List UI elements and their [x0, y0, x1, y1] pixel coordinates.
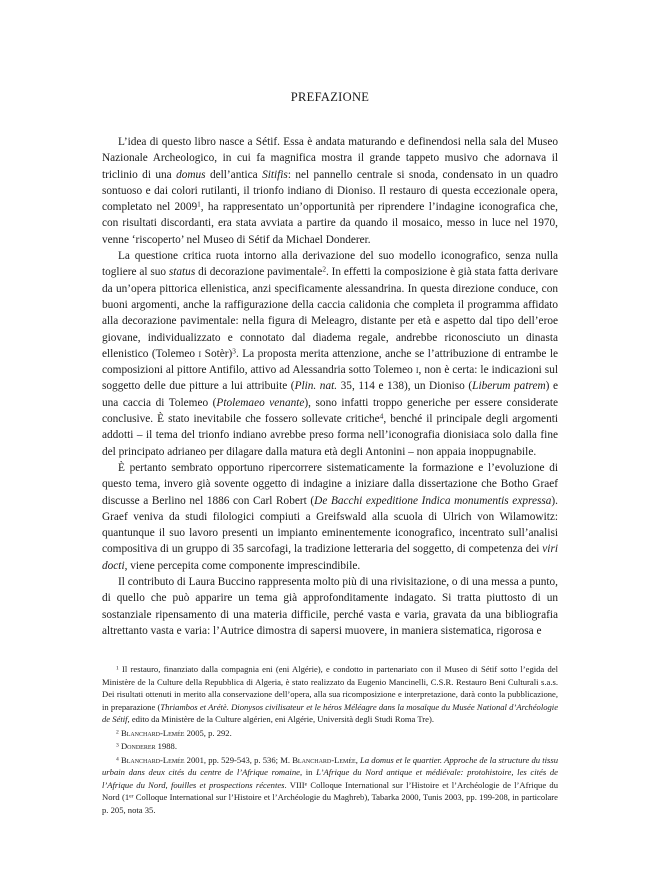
- text-run: . VIII: [284, 779, 305, 790]
- text-run: L’idea di questo libro nasce a Sétif. Essa è andata maturando e definendosi nella sala del Museo Nazionale Archeologico, in cui fa magnifica mostra il grande tappeto musivo che adornava il triclinio di una: [102, 136, 558, 181]
- page: [102, 90, 558, 817]
- paragraph: [102, 574, 558, 639]
- paragraph: [102, 460, 558, 574]
- footnote: [102, 727, 558, 740]
- italic-text: De Bacchi expeditione Indica monumentis expressa: [314, 494, 552, 507]
- text-run: 2001, pp. 529-543, p. 536; M.: [184, 754, 293, 765]
- footnote: [102, 754, 558, 817]
- paragraph: [102, 134, 558, 248]
- text-run: ). Graef veniva da studi filologici compiuti a Greifswald alla scuola di Ulrich von Wilamowitz: quantunque il suo lavoro presenti un impianto eminentemente iconografico, incentrato sull’analisi compositiva di un gruppo di 35 sarcofagi, la tradizione letteraria del soggetto, di competenza dei: [102, 494, 559, 556]
- small-caps-text: Blanchard-Lemée: [120, 727, 185, 738]
- text-run: 2005, p. 292.: [184, 727, 232, 738]
- footnote-ref: 3: [116, 742, 119, 749]
- small-caps-text: Donderer: [120, 741, 156, 752]
- footnote-ref: 2: [322, 265, 326, 275]
- text-run: Sotèr): [201, 347, 233, 360]
- text-run: , edito da Ministère de la Culture algérien, eni Algérie, Università degli Studi Roma Tre).: [127, 714, 434, 725]
- text-run: . La proposta merita attenzione, anche se l’attribuzione di entrambe le composizioni al pittore Antifilo, attivo ad Alessandria sotto Tolemeo: [102, 347, 559, 377]
- footnote-ref: 1: [116, 665, 119, 672]
- small-caps-text: i: [198, 347, 202, 360]
- text-run: ,: [355, 754, 361, 765]
- text-run: Il contributo di Laura Buccino rappresenta molto più di una rivisitazione, o di una messa a punto, di quello che può apparire un tema già approfonditamente indagato. Si tratta piuttosto di un sostanziale ripensamento di una materia difficile, perché vasta e varia, gravata da una bibliografia altrettanto vasta e varia: l’Autrice dimostra di sapersi muovere, in maniera sistematica, rigorosa e: [102, 576, 558, 637]
- body-text: [102, 134, 558, 639]
- text-run: , ha rappresentato un’opportunità per riprendere l’indagine iconografica che, con risultati discordanti, era stata avviata a partire da quando il mosaico, messo in luce nel 1970, venne ‘riscoperto’ nel Museo di Sétif da Michael Donderer.: [102, 201, 558, 246]
- footnote-ref: 3: [232, 346, 236, 356]
- italic-text: Sitifis: [262, 168, 288, 181]
- text-run: ) e una caccia di Tolemeo (: [102, 380, 558, 409]
- footnotes: [102, 663, 558, 816]
- text-run: . In effetti la composizione è già stata fatta derivare da un’opera pittorica ellenistica, anzi specificamente alessandrina. In questa direzione conduce, con buoni argomenti, anche la raffigurazione della caccia calidonia che completa il programma affidato alla decorazione pavimentale: nella figura di Meleagro, distante per età e aspetto dal tipo dell’eroe giovane, individualizzato e connotato dal diadema regale, andrebbe riconosciuto un dinasta ellenistico (Tolemeo: [102, 266, 558, 360]
- paragraph: [102, 248, 558, 460]
- italic-text: Ptolemaeo venante: [216, 396, 305, 409]
- text-run: : nel pannello centrale si snoda, condensato in un quadro sontuoso e dai colori rutilanti, il trionfo indiano di Dioniso. Il restauro di questa eccezionale opera, completato nel 2009: [102, 168, 558, 214]
- footnote-ref: 1: [197, 199, 201, 209]
- text-run: La questione critica ruota intorno alla derivazione del suo modello iconografico, senza nulla togliere al suo: [102, 250, 558, 279]
- italic-text: status: [168, 266, 196, 279]
- small-caps-text: Blanchard-Lemée: [120, 754, 185, 765]
- text-run: , non è certa: le indicazioni sul soggetto delle due pitture a lui attribuite (: [102, 364, 558, 393]
- italic-text: viri docti: [102, 543, 558, 572]
- italic-text: La domus et le quartier. Approche de la structure du tissu urbain dans deux cités du centre de l’Afrique romaine: [102, 754, 558, 778]
- text-run: , viene percepita come componente imprescindibile.: [124, 559, 361, 572]
- text-run: 35, 114 e 138), un Dioniso (: [337, 380, 473, 393]
- text-run: , benché il principale degli argomenti addotti – il tema del trionfo indiano avrebbe preso forma nell’iconografia dionisiaca solo dalla fine del principato adrianeo per dilagare dalla matura età degli Antonini – non appaia inoppugnabile.: [102, 413, 558, 458]
- text-run: Il restauro, finanziato dalla compagnia eni (eni Algérie), e condotto in partenariato con il Museo di Sétif sotto l’egida del Ministère de la Culture della Repubblica di Algeria, è stato realizzato da Eugenio Mancinelli, C.S.R. Restauro Beni Culturali s.a.s. Dei risultati ottenuti in merito alla conservazione dell’opera, alla sua ricomposizione e interpretazione, darà conto la pubblicazione, in preparazione (: [102, 664, 558, 712]
- footnote-ref: e: [304, 781, 308, 788]
- footnote-ref: 4: [379, 411, 384, 421]
- footnote-ref: 4: [116, 756, 119, 763]
- italic-text: Plin. nat.: [294, 380, 338, 393]
- italic-text: Thriambos et Arétè. Dionysos civilisateur et le héros Méléagre dans la mosaïque du Musée National d’Archéologie de Sétif: [102, 701, 559, 725]
- page-title: PREFAZIONE: [290, 90, 370, 104]
- text-run: Colloque International sur l’Histoire et l’Archéologie du Maghreb), Tabarka 2000, Tunis 2003, pp. 199-208, in particolare p. 205, nota 35.: [102, 792, 558, 815]
- text-run: di decorazione pavimentale: [195, 266, 323, 279]
- text-run: È pertanto sembrato opportuno ripercorrere sistematicamente la formazione e l’evoluzione di questo tema, invero già sovente oggetto di indagine a iniziare dalla dissertazione che Botho Graef discusse a Berlino nel 1886 con Carl Robert (: [102, 461, 558, 507]
- text-run: ), sono infatti troppo generiche per essere considerate conclusive. È stato inevitabile che fossero sollevate critiche: [102, 396, 558, 426]
- italic-text: domus: [176, 168, 206, 181]
- small-caps-text: i: [415, 364, 419, 377]
- footnote: [102, 740, 558, 753]
- small-caps-text: Blanchard-Lemée: [292, 754, 356, 765]
- italic-text: Liberum patrem: [472, 380, 546, 393]
- text-run: 1988.: [155, 741, 177, 752]
- footnote: [102, 663, 558, 726]
- footnote-ref: 2: [116, 729, 119, 736]
- text-run: dell’antica: [205, 168, 263, 181]
- italic-text: L’Afrique du Nord antique et médiévale: protohistoire, les cités de l’Afrique du Nord, fouilles et prospections récentes: [102, 767, 558, 790]
- text-run: , in: [299, 767, 317, 778]
- footnote-ref: er: [129, 793, 134, 800]
- text-run: Colloque International sur l’Histoire et l’Archéologie de l’Afrique du Nord (1: [102, 779, 558, 803]
